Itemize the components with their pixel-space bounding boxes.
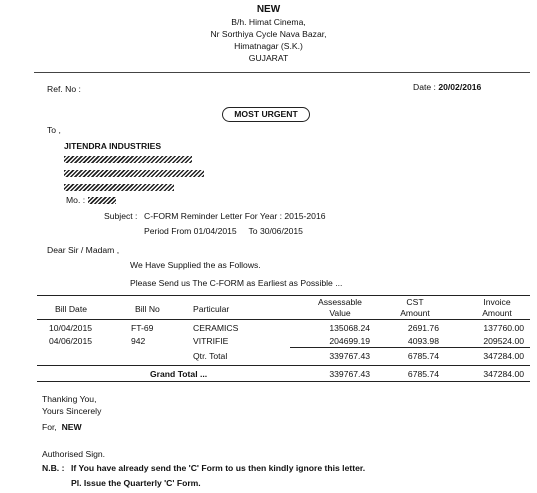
- redacted-address-1: [64, 154, 192, 164]
- col-bill-no: Bill No: [135, 304, 160, 314]
- cell-invoice: 137760.00: [483, 323, 524, 333]
- yours-sincerely: Yours Sincerely: [42, 406, 102, 416]
- redacted-address-2: [64, 168, 204, 178]
- cell-bill-no: 942: [131, 336, 146, 346]
- date-label: Date :: [413, 82, 436, 92]
- col-assessable-2: Value: [329, 308, 351, 318]
- date-value: 20/02/2016: [438, 82, 482, 92]
- qtr-total-invoice: 347284.00: [483, 351, 524, 361]
- cell-invoice: 209524.00: [483, 336, 524, 346]
- redacted-mobile: [88, 197, 116, 204]
- mobile-label: Mo. :: [66, 195, 86, 205]
- cell-bill-date: 10/04/2015: [49, 323, 93, 333]
- note-label: N.B. :: [42, 463, 65, 473]
- addressee-name: JITENDRA INDUSTRIES: [64, 141, 162, 151]
- date-field: [413, 82, 481, 92]
- col-invoice: Invoice: [483, 297, 511, 307]
- thanking-you: Thanking You,: [42, 394, 97, 404]
- table-top-rule: [37, 295, 530, 296]
- address-line-1: B/h. Himat Cinema,: [231, 17, 306, 27]
- grand-total-invoice: 347284.00: [483, 369, 524, 379]
- greeting: Dear Sir / Madam ,: [47, 245, 120, 255]
- to-label: To ,: [47, 125, 61, 135]
- body-line-2: Please Send us The C-FORM as Earliest as Possible ...: [130, 278, 343, 288]
- subject-text: C-FORM Reminder Letter For Year : 2015-2016: [144, 211, 326, 221]
- cell-assessable: 135068.24: [329, 323, 370, 333]
- address-line-3: Himatnagar (S.K.): [234, 41, 303, 51]
- cell-assessable: 204699.19: [329, 336, 370, 346]
- col-particular: Particular: [193, 304, 230, 314]
- grand-total-bottom-rule: [37, 381, 530, 382]
- note-line-2: Pl. Issue the Quarterly 'C' Form.: [71, 478, 201, 488]
- header-divider: [34, 72, 530, 73]
- for-label: For,: [42, 422, 57, 432]
- qtr-total-rule: [290, 347, 530, 348]
- col-cst-2: Amount: [400, 308, 430, 318]
- period-line: [144, 226, 303, 236]
- subject-label: Subject :: [104, 211, 138, 221]
- col-invoice-2: Amount: [482, 308, 512, 318]
- mobile-field: [66, 195, 116, 205]
- col-bill-date: Bill Date: [55, 304, 87, 314]
- cell-bill-no: FT-69: [131, 323, 154, 333]
- period-from-label: Period From: [144, 226, 192, 236]
- for-company: NEW: [61, 422, 82, 432]
- grand-total-top-rule: [37, 365, 530, 366]
- cell-particular: CERAMICS: [193, 323, 239, 333]
- address-line-2: Nr Sorthiya Cycle Nava Bazar,: [210, 29, 327, 39]
- grand-total-cst: 6785.74: [407, 369, 439, 379]
- note-line-1: If You have already send the 'C' Form to us then kindly ignore this letter.: [71, 463, 366, 473]
- period-to-label: To: [248, 226, 258, 236]
- grand-total-label: Grand Total ...: [150, 369, 208, 379]
- col-cst: CST: [406, 297, 424, 307]
- period-from: 01/04/2015: [193, 226, 237, 236]
- redacted-address-3: [64, 182, 174, 192]
- company-name: NEW: [256, 4, 281, 15]
- signatory-line: [42, 422, 82, 432]
- most-urgent-badge: MOST URGENT: [222, 107, 310, 122]
- col-assessable: Assessable: [318, 297, 362, 307]
- address-line-4: GUJARAT: [248, 53, 289, 63]
- authorised-sign: Authorised Sign.: [42, 449, 106, 459]
- qtr-total-label: Qtr. Total: [193, 351, 228, 361]
- body-line-1: We Have Supplied the as Follows.: [130, 260, 261, 270]
- cell-bill-date: 04/06/2015: [49, 336, 93, 346]
- ref-label: Ref. No :: [47, 84, 81, 94]
- cell-cst: 2691.76: [407, 323, 439, 333]
- qtr-total-cst: 6785.74: [407, 351, 439, 361]
- period-to: 30/06/2015: [259, 226, 303, 236]
- qtr-total-assessable: 339767.43: [329, 351, 370, 361]
- grand-total-assessable: 339767.43: [329, 369, 370, 379]
- cell-cst: 4093.98: [407, 336, 439, 346]
- table-header-rule: [37, 319, 530, 320]
- cell-particular: VITRIFIE: [193, 336, 229, 346]
